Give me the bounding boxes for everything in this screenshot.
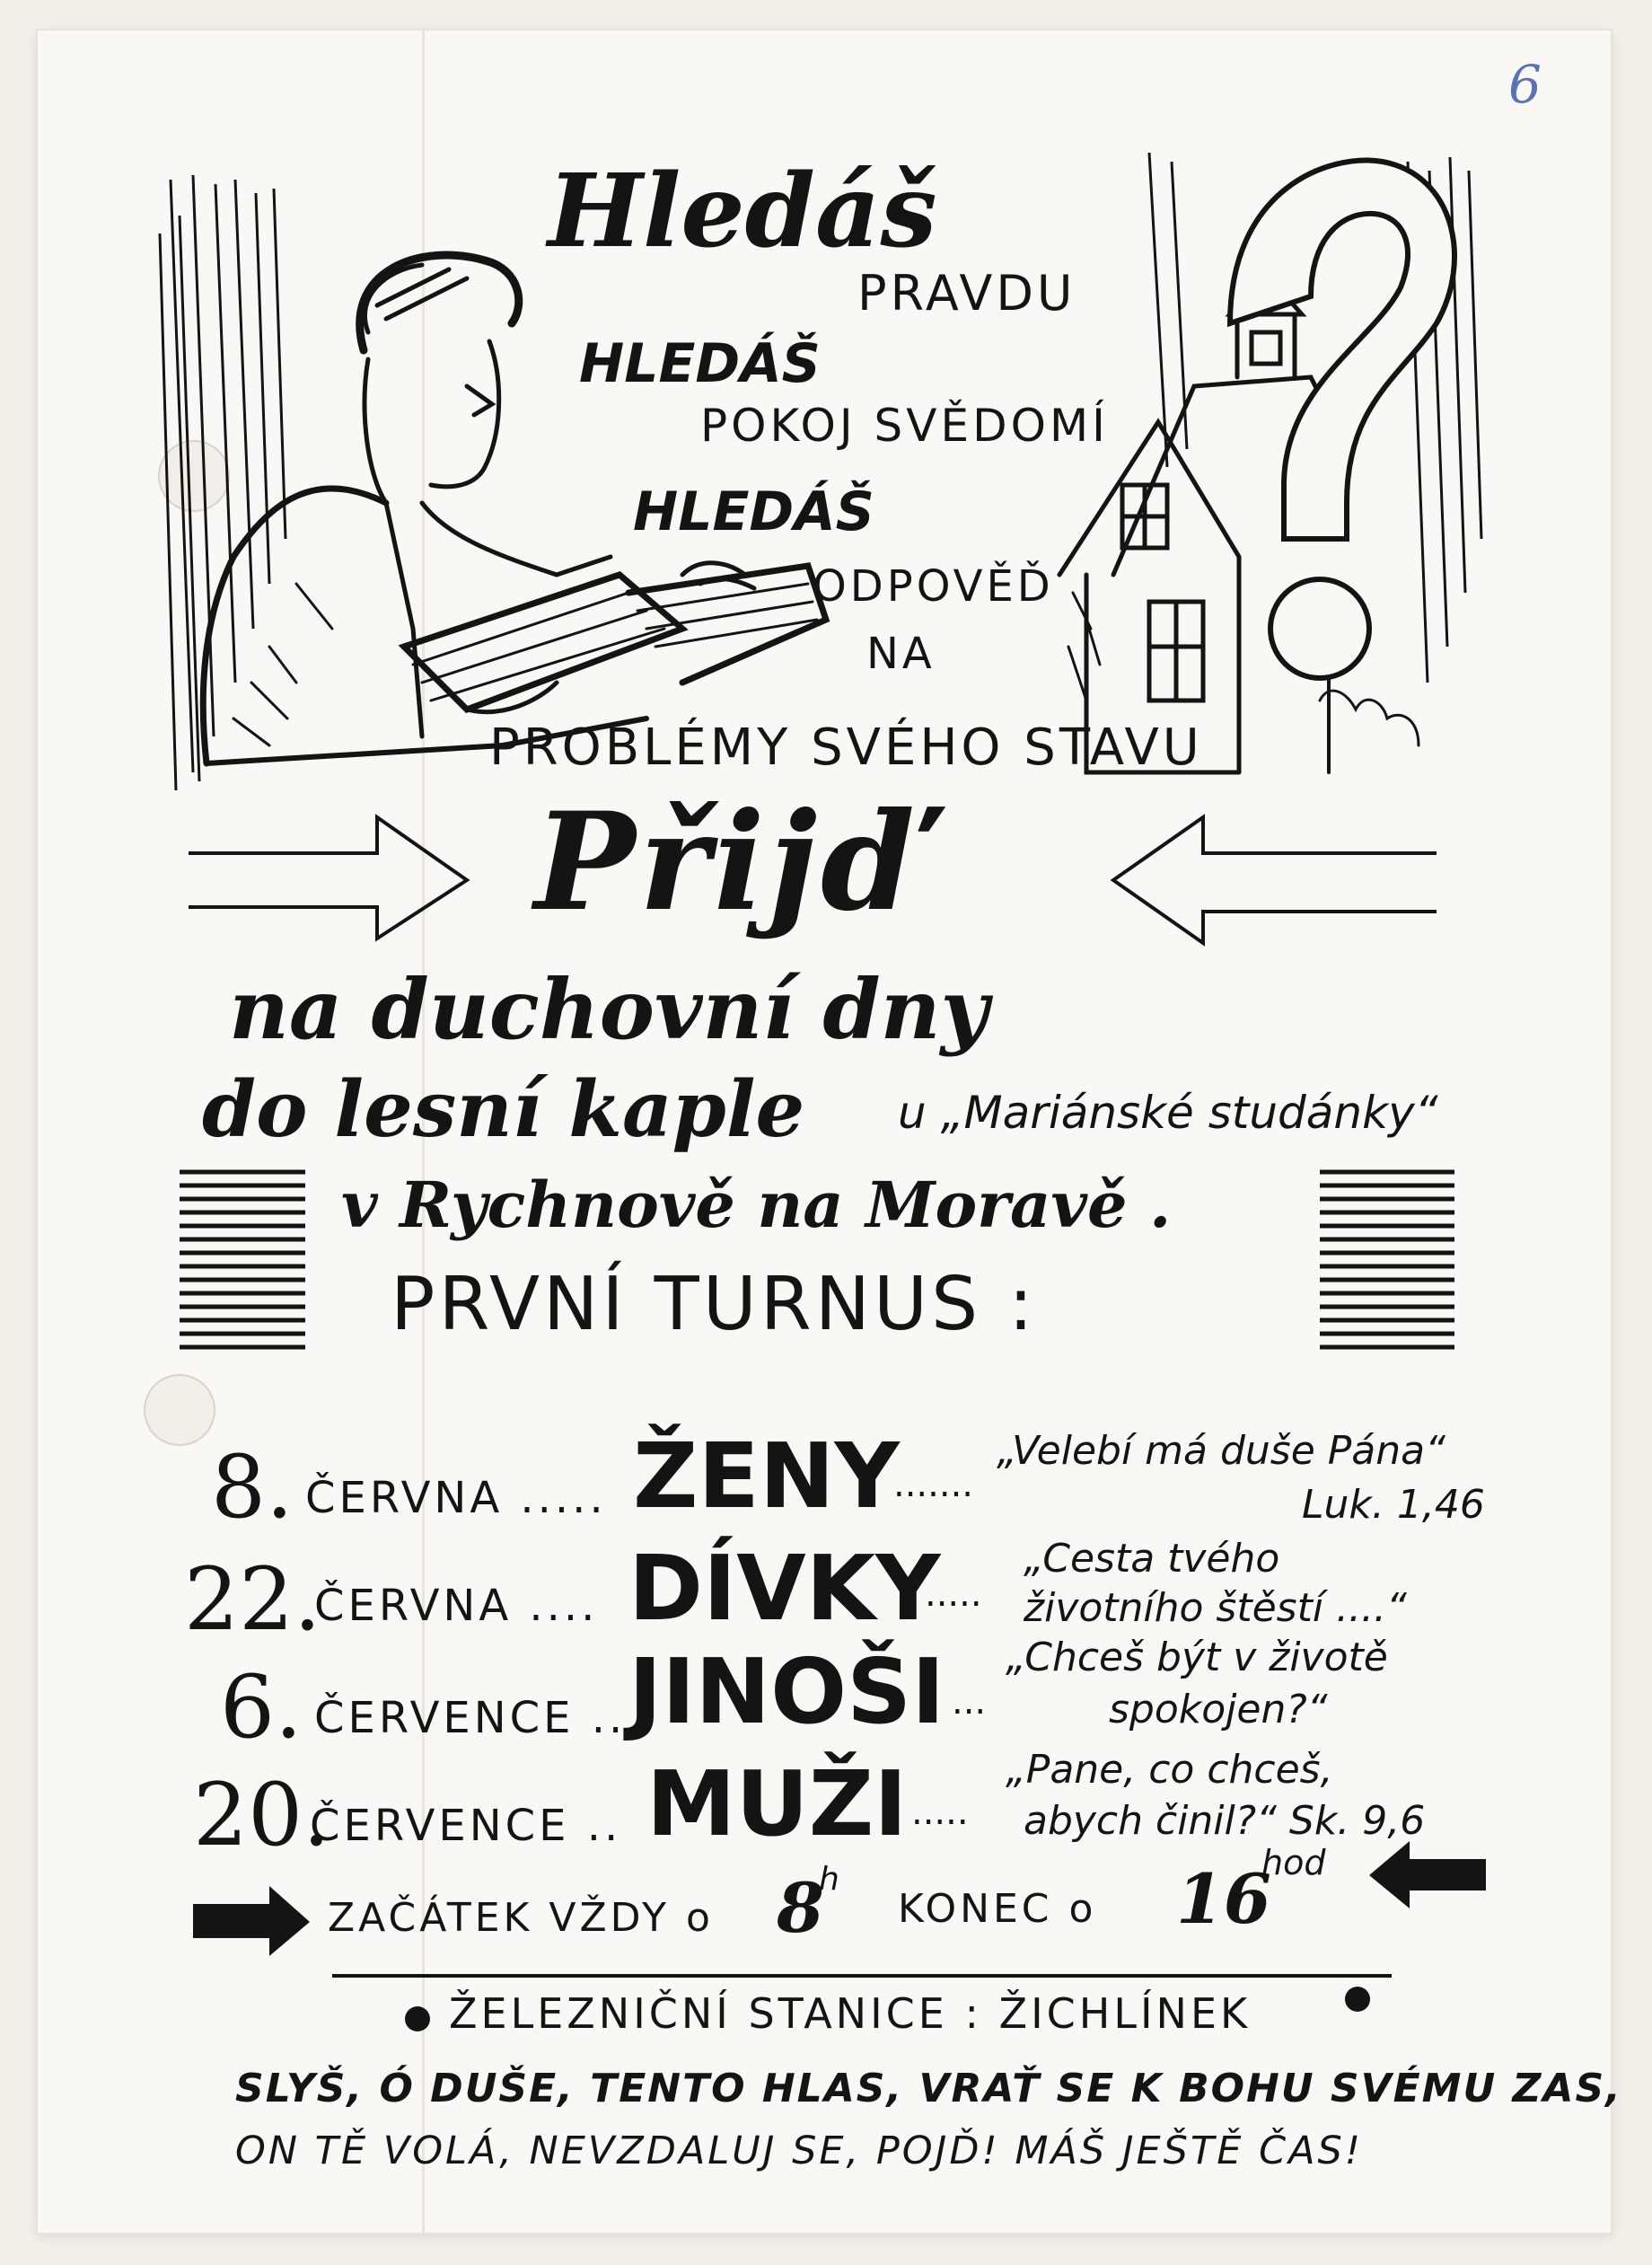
schedule-dots: ..... [925, 1573, 982, 1615]
text-pravdu: PRAVDU [857, 265, 1076, 322]
schedule-month: ČERVNA .... [314, 1581, 599, 1631]
schedule-group: JINOŠI [628, 1639, 945, 1744]
times-start-hour: 8 [777, 1868, 824, 1948]
schedule-quote-line2: životního štěstí ....“ [1024, 1585, 1407, 1631]
schedule-group: MUŽI [646, 1751, 908, 1856]
question-mark-icon [1230, 161, 1454, 678]
schedule-quote-line2: abych činil?“ Sk. 9,6 [1024, 1798, 1426, 1844]
text-hledas-2: HLEDÁŠ [579, 332, 821, 395]
invite-line-lesni-kaple: do lesní kaple [202, 1064, 805, 1155]
invite-line-rychnov: v Rychnově na Moravě . [341, 1168, 1172, 1242]
heading-hledas-script: Hledáš [548, 153, 937, 270]
schedule-dots: ... [952, 1681, 987, 1723]
schedule-day: 6. [220, 1657, 303, 1758]
pencil-page-number: 6 [1508, 54, 1542, 115]
turnus-title: PRVNÍ TURNUS : [391, 1262, 1037, 1347]
arrow-left-icon [1113, 817, 1437, 943]
schedule-dots: ....... [893, 1464, 974, 1505]
text-problemy-sveho-stavu: PROBLÉMY SVÉHO STAVU [489, 718, 1203, 777]
schedule-quote: „Pane, co chceš, [1006, 1747, 1333, 1793]
times-start-sup: h [819, 1861, 839, 1898]
times-end-sup: hod [1261, 1843, 1326, 1882]
railway-station: ŽELEZNIČNÍ STANICE : ŽICHLÍNEK [449, 1989, 1252, 2038]
text-hledas-3: HLEDÁŠ [633, 480, 874, 543]
times-start-label: ZAČÁTEK VŽDY o [328, 1895, 714, 1941]
bullet-dot-right [1345, 1987, 1370, 2012]
footer-verse-line2: ON TĚ VOLÁ, NEVZDALUJ SE, POJĎ! MÁŠ JEŠTĚ ČAS! [235, 2128, 1364, 2173]
schedule-dots: ..... [911, 1792, 969, 1833]
schedule-quote: „Cesta tvého [1024, 1536, 1280, 1582]
schedule-quote: „Velebí má duše Pána“ [997, 1428, 1446, 1474]
schedule-month: ČERVENCE ... [314, 1693, 644, 1743]
schedule-quote: „Chceš být v životě [1006, 1635, 1388, 1680]
schedule-month: ČERVENCE .. [310, 1801, 622, 1851]
schedule-day: 20. [193, 1765, 330, 1865]
small-arrow-left-pointing-right [193, 1886, 310, 1956]
schedule-day: 22. [184, 1549, 321, 1650]
arrow-right-icon [189, 817, 467, 939]
bullet-dot-left [405, 2006, 430, 2031]
invite-line-marianske-studanky: u „Mariánské studánky“ [898, 1087, 1438, 1139]
footer-verse-line1: SLYŠ, Ó DUŠE, TENTO HLAS, VRAŤ SE K BOHU SVÉMU ZAS, [235, 2066, 1622, 2111]
schedule-day: 8. [211, 1437, 294, 1538]
hatched-block-left [180, 1172, 305, 1347]
text-odpoved: ODPOVĚĎ [813, 561, 1054, 612]
times-end-hour: 16 [1176, 1859, 1271, 1939]
text-pokoj-svedomi: POKOJ SVĚDOMÍ [700, 400, 1109, 452]
schedule-quote-line2: spokojen?“ [1109, 1687, 1328, 1732]
invite-line-duchovni-dny: na duchovní dny [229, 961, 989, 1058]
hatched-block-right [1320, 1172, 1454, 1347]
times-end-label: KONEC o [898, 1886, 1097, 1932]
small-arrow-right-pointing-left [1369, 1841, 1486, 1908]
text-na: NA [866, 629, 936, 679]
schedule-quote-line2: Luk. 1,46 [1302, 1482, 1485, 1528]
schedule-group: ŽENY [633, 1423, 900, 1529]
schedule-group: DÍVKY [628, 1536, 941, 1641]
schedule-month: ČERVNA ..... [305, 1473, 607, 1523]
headline-prijd: Přijď [534, 783, 918, 941]
